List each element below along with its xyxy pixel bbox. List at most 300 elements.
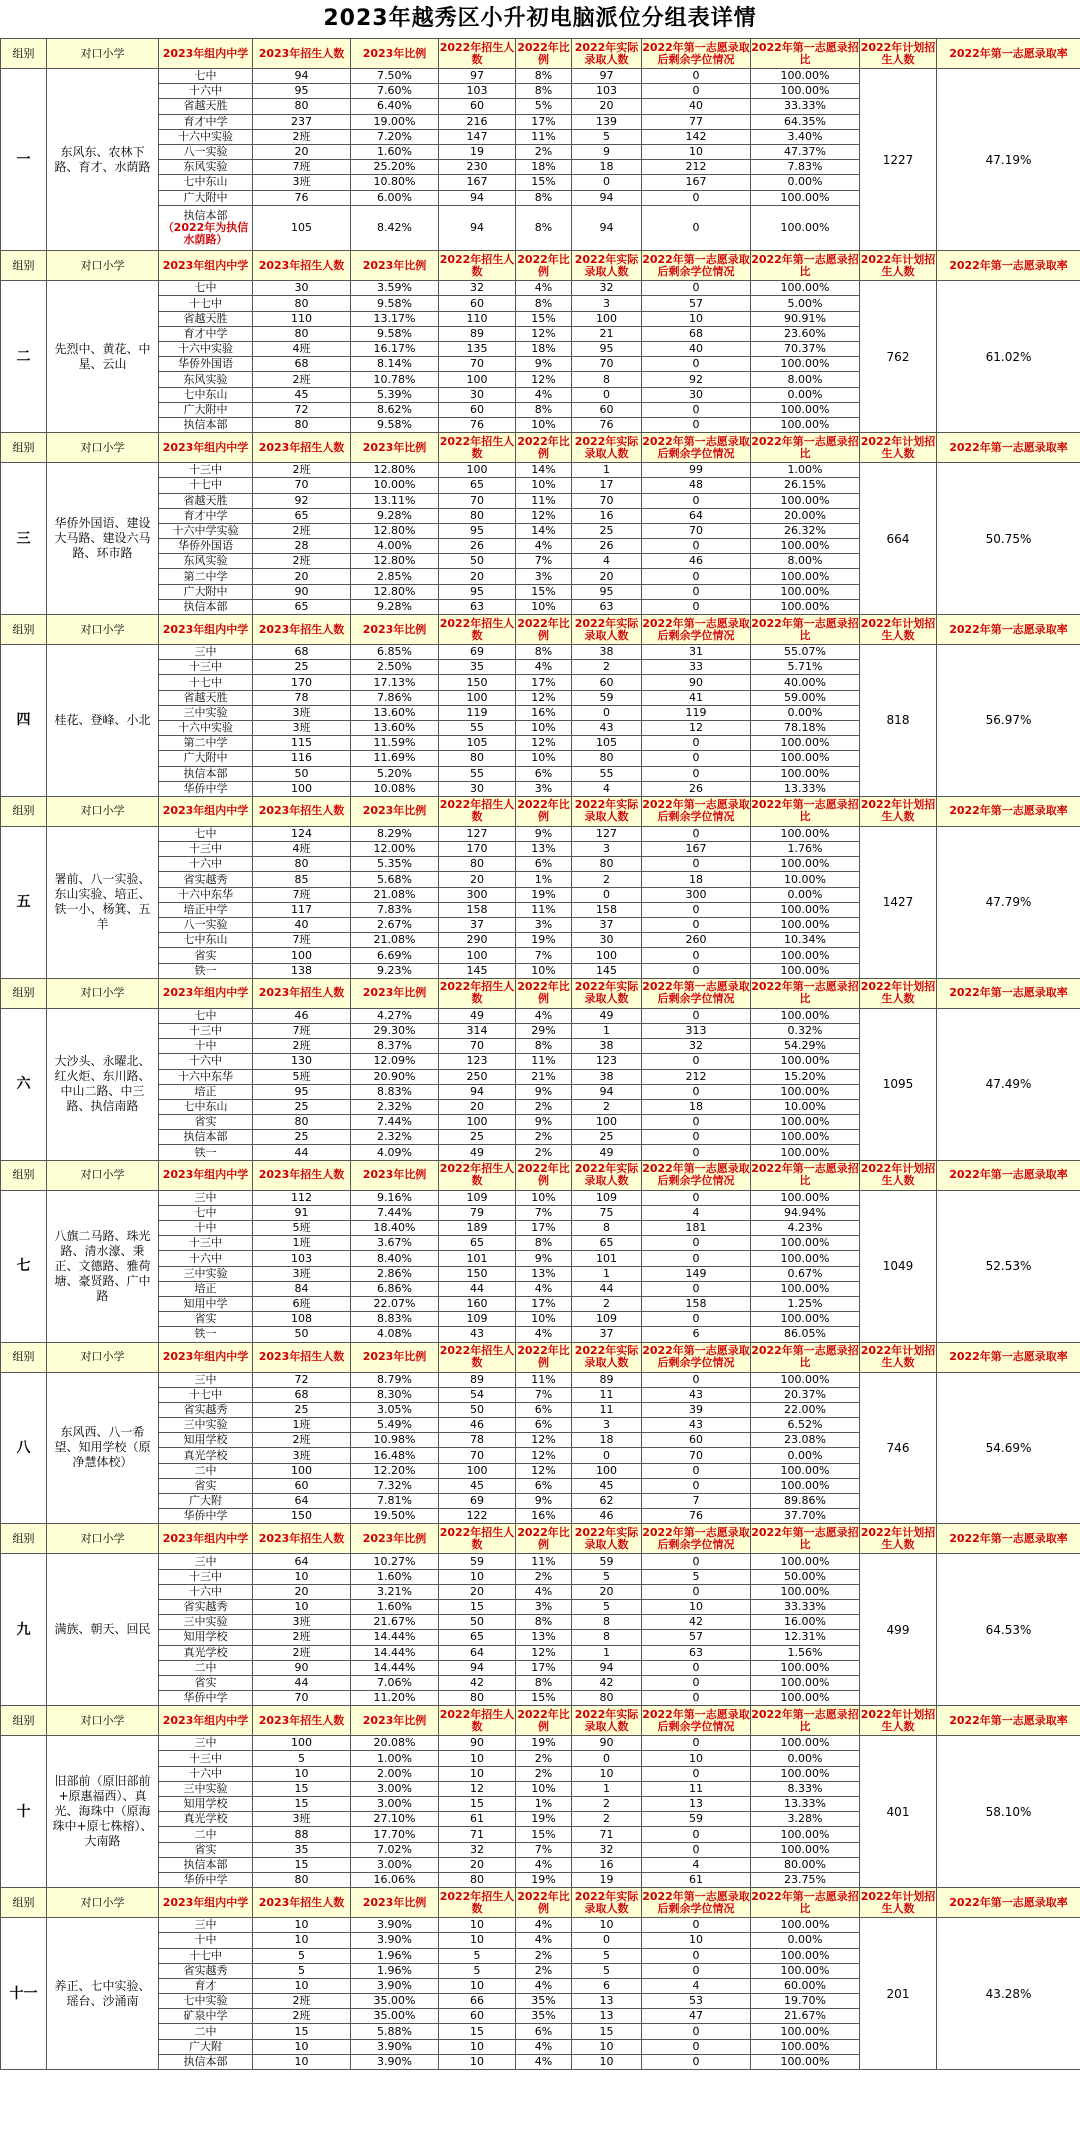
first-choice-ratio: 100.00% (751, 2024, 860, 2039)
col-ratio-2022: 2022年比例 (516, 1888, 572, 1918)
school-name: 十六中 (159, 1766, 253, 1781)
admitted-2022: 1 (572, 1645, 642, 1660)
school-name: 十三中 (159, 1751, 253, 1766)
quota-2022: 66 (439, 1994, 516, 2009)
quota-2023: 88 (253, 1827, 351, 1842)
admitted-2022: 75 (572, 1205, 642, 1220)
first-choice-ratio: 100.00% (751, 1312, 860, 1327)
school-name: 十中 (159, 1221, 253, 1236)
school-name: 三中实验 (159, 1615, 253, 1630)
ratio-2023: 4.27% (351, 1008, 439, 1023)
col-plan-2022: 2022年计划招生人数 (860, 978, 937, 1008)
ratio-2023: 8.83% (351, 1084, 439, 1099)
school-name: 七中 (159, 69, 253, 84)
quota-2023: 105 (253, 205, 351, 251)
remaining-2022: 0 (642, 205, 751, 251)
col-quota-2023: 2023年招生人数 (253, 796, 351, 826)
first-choice-ratio: 100.00% (751, 1584, 860, 1599)
table-row (1, 1918, 1080, 1933)
quota-2022: 44 (439, 1281, 516, 1296)
quota-2023: 25 (253, 1099, 351, 1114)
quota-2022: 61 (439, 1812, 516, 1827)
quota-2022: 314 (439, 1023, 516, 1038)
quota-2023: 3班 (253, 1266, 351, 1281)
quota-2023: 15 (253, 2024, 351, 2039)
ratio-2022: 3% (516, 1599, 572, 1614)
remaining-2022: 0 (642, 1584, 751, 1599)
quota-2023: 5 (253, 1963, 351, 1978)
quota-2023: 44 (253, 1145, 351, 1160)
col-first-choice-ratio: 2022年第一志愿录招比 (751, 1342, 860, 1372)
admitted-2022: 2 (572, 1812, 642, 1827)
quota-2023: 100 (253, 1463, 351, 1478)
remaining-2022: 10 (642, 311, 751, 326)
quota-2022: 65 (439, 1236, 516, 1251)
col-first-choice-rate: 2022年第一志愿录取率 (937, 1706, 1080, 1736)
quota-2022: 69 (439, 645, 516, 660)
admitted-2022: 94 (572, 1084, 642, 1099)
ratio-2023: 3.90% (351, 1918, 439, 1933)
col-school-2023: 2023年组内中学 (159, 1160, 253, 1190)
col-remaining-2022: 2022年第一志愿录取后剩余学位情况 (642, 796, 751, 826)
admitted-2022: 63 (572, 599, 642, 614)
quota-2022: 150 (439, 1266, 516, 1281)
quota-2022: 10 (439, 1933, 516, 1948)
first-choice-rate: 61.02% (937, 281, 1080, 433)
quota-2023: 5班 (253, 1221, 351, 1236)
admitted-2022: 44 (572, 1281, 642, 1296)
admitted-2022: 13 (572, 2009, 642, 2024)
col-ratio-2022: 2022年比例 (516, 433, 572, 463)
page-title: 2023年越秀区小升初电脑派位分组表详情 (323, 6, 757, 31)
col-quota-2022: 2022年招生人数 (439, 615, 516, 645)
first-choice-rate: 43.28% (937, 1918, 1080, 2070)
col-remaining-2022: 2022年第一志愿录取后剩余学位情况 (642, 251, 751, 281)
school-name: 铁一 (159, 1145, 253, 1160)
quota-2022: 94 (439, 190, 516, 205)
remaining-2022: 10 (642, 1751, 751, 1766)
ratio-2023: 7.06% (351, 1675, 439, 1690)
quota-2023: 115 (253, 736, 351, 751)
school-name: 铁一 (159, 1327, 253, 1342)
remaining-2022: 0 (642, 2039, 751, 2054)
first-choice-ratio: 54.29% (751, 1039, 860, 1054)
ratio-2023: 9.23% (351, 963, 439, 978)
col-remaining-2022: 2022年第一志愿录取后剩余学位情况 (642, 1160, 751, 1190)
ratio-2023: 13.11% (351, 493, 439, 508)
admitted-2022: 0 (572, 1448, 642, 1463)
quota-2023: 68 (253, 1387, 351, 1402)
plan-2022: 762 (860, 281, 937, 433)
remaining-2022: 0 (642, 1660, 751, 1675)
admitted-2022: 2 (572, 1099, 642, 1114)
ratio-2022: 8% (516, 1039, 572, 1054)
first-choice-ratio: 23.08% (751, 1433, 860, 1448)
remaining-2022: 0 (642, 1251, 751, 1266)
ratio-2022: 4% (516, 1584, 572, 1599)
remaining-2022: 76 (642, 1509, 751, 1524)
admitted-2022: 3 (572, 296, 642, 311)
col-primary-school: 对口小学 (47, 433, 159, 463)
quota-2023: 10 (253, 1599, 351, 1614)
admitted-2022: 10 (572, 1918, 642, 1933)
first-choice-ratio: 26.15% (751, 478, 860, 493)
table-row (1, 1190, 1080, 1205)
school-name: 三中 (159, 1736, 253, 1751)
school-name: 第二中学 (159, 569, 253, 584)
remaining-2022: 181 (642, 1221, 751, 1236)
admitted-2022: 3 (572, 1418, 642, 1433)
col-group: 组别 (1, 1524, 47, 1554)
remaining-2022: 57 (642, 1630, 751, 1645)
ratio-2022: 8% (516, 190, 572, 205)
ratio-2023: 7.32% (351, 1478, 439, 1493)
remaining-2022: 11 (642, 1781, 751, 1796)
admitted-2022: 15 (572, 2024, 642, 2039)
school-name: 十六中学实验 (159, 523, 253, 538)
first-choice-ratio: 100.00% (751, 1736, 860, 1751)
admitted-2022: 13 (572, 1994, 642, 2009)
remaining-2022: 0 (642, 1691, 751, 1706)
col-quota-2023: 2023年招生人数 (253, 1888, 351, 1918)
school-name: 执信本部 (159, 766, 253, 781)
primary-schools: 桂花、登峰、小北 (47, 645, 159, 797)
school-name: 广大附 (159, 1494, 253, 1509)
school-name: 七中东山 (159, 175, 253, 190)
school-name: 培正中学 (159, 902, 253, 917)
col-quota-2023: 2023年招生人数 (253, 1160, 351, 1190)
first-choice-ratio: 100.00% (751, 902, 860, 917)
first-choice-rate: 47.19% (937, 69, 1080, 251)
ratio-2022: 17% (516, 1296, 572, 1311)
first-choice-ratio: 100.00% (751, 1145, 860, 1160)
col-ratio-2023: 2023年比例 (351, 615, 439, 645)
col-plan-2022: 2022年计划招生人数 (860, 796, 937, 826)
admitted-2022: 37 (572, 918, 642, 933)
quota-2023: 2班 (253, 463, 351, 478)
first-choice-ratio: 0.32% (751, 1023, 860, 1038)
col-ratio-2022: 2022年比例 (516, 978, 572, 1008)
ratio-2023: 2.32% (351, 1130, 439, 1145)
table-row (1, 826, 1080, 841)
remaining-2022: 0 (642, 1236, 751, 1251)
first-choice-ratio: 100.00% (751, 1766, 860, 1781)
ratio-2023: 7.20% (351, 129, 439, 144)
quota-2023: 80 (253, 296, 351, 311)
primary-schools: 旧部前（原旧部前+原惠福西）、真光、海珠中（原海珠中+原七株榕）、大南路 (47, 1736, 159, 1888)
plan-2022: 1049 (860, 1190, 937, 1342)
school-name: 省越天胜 (159, 311, 253, 326)
ratio-2022: 7% (516, 948, 572, 963)
group-header-row (1, 796, 1080, 826)
quota-2023: 5班 (253, 1069, 351, 1084)
first-choice-ratio: 100.00% (751, 493, 860, 508)
first-choice-ratio: 20.00% (751, 508, 860, 523)
col-group: 组别 (1, 615, 47, 645)
col-plan-2022: 2022年计划招生人数 (860, 1160, 937, 1190)
ratio-2022: 2% (516, 1963, 572, 1978)
first-choice-ratio: 20.37% (751, 1387, 860, 1402)
group-number: 三 (1, 463, 47, 615)
admitted-2022: 16 (572, 508, 642, 523)
col-first-choice-ratio: 2022年第一志愿录招比 (751, 978, 860, 1008)
ratio-2022: 2% (516, 1569, 572, 1584)
ratio-2022: 6% (516, 1402, 572, 1417)
col-group: 组别 (1, 1342, 47, 1372)
admitted-2022: 5 (572, 1963, 642, 1978)
school-name: 执信本部 (159, 417, 253, 432)
remaining-2022: 0 (642, 1736, 751, 1751)
col-ratio-2023: 2023年比例 (351, 433, 439, 463)
first-choice-rate: 56.97% (937, 645, 1080, 797)
admitted-2022: 59 (572, 690, 642, 705)
admitted-2022: 0 (572, 1751, 642, 1766)
ratio-2022: 18% (516, 342, 572, 357)
remaining-2022: 0 (642, 281, 751, 296)
quota-2023: 100 (253, 1736, 351, 1751)
first-choice-rate: 52.53% (937, 1190, 1080, 1342)
first-choice-ratio: 0.00% (751, 175, 860, 190)
ratio-2022: 9% (516, 1084, 572, 1099)
first-choice-ratio: 100.00% (751, 826, 860, 841)
quota-2022: 15 (439, 2024, 516, 2039)
quota-2023: 5 (253, 1751, 351, 1766)
ratio-2022: 16% (516, 1509, 572, 1524)
ratio-2022: 11% (516, 1054, 572, 1069)
quota-2022: 158 (439, 902, 516, 917)
ratio-2023: 7.83% (351, 902, 439, 917)
remaining-2022: 32 (642, 1039, 751, 1054)
col-ratio-2023: 2023年比例 (351, 1524, 439, 1554)
quota-2022: 216 (439, 114, 516, 129)
quota-2022: 80 (439, 751, 516, 766)
remaining-2022: 0 (642, 857, 751, 872)
ratio-2023: 1.60% (351, 1569, 439, 1584)
ratio-2023: 12.80% (351, 523, 439, 538)
quota-2023: 3班 (253, 1615, 351, 1630)
quota-2023: 65 (253, 599, 351, 614)
ratio-2023: 14.44% (351, 1660, 439, 1675)
ratio-2022: 17% (516, 675, 572, 690)
first-choice-ratio: 8.00% (751, 554, 860, 569)
first-choice-ratio: 1.56% (751, 1645, 860, 1660)
remaining-2022: 0 (642, 493, 751, 508)
school-name: 华侨外国语 (159, 539, 253, 554)
first-choice-ratio: 100.00% (751, 736, 860, 751)
ratio-2022: 15% (516, 175, 572, 190)
first-choice-rate: 58.10% (937, 1736, 1080, 1888)
quota-2022: 70 (439, 357, 516, 372)
school-name: 广大附中 (159, 751, 253, 766)
first-choice-ratio: 33.33% (751, 99, 860, 114)
plan-2022: 1095 (860, 1008, 937, 1160)
school-name: 十七中 (159, 1948, 253, 1963)
remaining-2022: 0 (642, 1948, 751, 1963)
col-remaining-2022: 2022年第一志愿录取后剩余学位情况 (642, 39, 751, 69)
quota-2022: 10 (439, 1978, 516, 1993)
col-ratio-2023: 2023年比例 (351, 1888, 439, 1918)
admitted-2022: 17 (572, 478, 642, 493)
quota-2022: 80 (439, 857, 516, 872)
ratio-2023: 1.60% (351, 1599, 439, 1614)
remaining-2022: 61 (642, 1872, 751, 1887)
quota-2023: 50 (253, 766, 351, 781)
admitted-2022: 97 (572, 69, 642, 84)
quota-2023: 1班 (253, 1418, 351, 1433)
quota-2023: 10 (253, 1933, 351, 1948)
first-choice-ratio: 100.00% (751, 539, 860, 554)
first-choice-ratio: 100.00% (751, 2054, 860, 2069)
ratio-2022: 12% (516, 690, 572, 705)
first-choice-ratio: 26.32% (751, 523, 860, 538)
school-name: 七中东山 (159, 387, 253, 402)
col-admitted-2022: 2022年实际录取人数 (572, 796, 642, 826)
quota-2022: 145 (439, 963, 516, 978)
first-choice-ratio: 100.00% (751, 751, 860, 766)
ratio-2022: 4% (516, 1281, 572, 1296)
col-first-choice-ratio: 2022年第一志愿录招比 (751, 1888, 860, 1918)
quota-2022: 60 (439, 2009, 516, 2024)
admitted-2022: 1 (572, 1781, 642, 1796)
ratio-2023: 9.28% (351, 508, 439, 523)
ratio-2022: 13% (516, 842, 572, 857)
ratio-2022: 15% (516, 1827, 572, 1842)
col-first-choice-rate: 2022年第一志愿录取率 (937, 1524, 1080, 1554)
first-choice-ratio: 15.20% (751, 1069, 860, 1084)
ratio-2022: 10% (516, 1312, 572, 1327)
remaining-2022: 92 (642, 372, 751, 387)
table-row (1, 645, 1080, 660)
first-choice-ratio: 60.00% (751, 1978, 860, 1993)
col-ratio-2022: 2022年比例 (516, 1342, 572, 1372)
remaining-2022: 142 (642, 129, 751, 144)
quota-2023: 10 (253, 2039, 351, 2054)
school-name: 三中实验 (159, 705, 253, 720)
col-remaining-2022: 2022年第一志愿录取后剩余学位情况 (642, 615, 751, 645)
remaining-2022: 300 (642, 887, 751, 902)
ratio-2022: 11% (516, 1372, 572, 1387)
col-primary-school: 对口小学 (47, 1160, 159, 1190)
col-admitted-2022: 2022年实际录取人数 (572, 1160, 642, 1190)
school-name: 十七中 (159, 675, 253, 690)
ratio-2023: 16.17% (351, 342, 439, 357)
ratio-2023: 8.79% (351, 1372, 439, 1387)
first-choice-ratio: 100.00% (751, 281, 860, 296)
quota-2023: 85 (253, 872, 351, 887)
quota-2022: 32 (439, 1842, 516, 1857)
col-quota-2022: 2022年招生人数 (439, 978, 516, 1008)
ratio-2022: 8% (516, 1675, 572, 1690)
ratio-2022: 17% (516, 1660, 572, 1675)
quota-2022: 25 (439, 1130, 516, 1145)
quota-2022: 30 (439, 387, 516, 402)
quota-2022: 69 (439, 1494, 516, 1509)
ratio-2023: 25.20% (351, 160, 439, 175)
school-name: 省实 (159, 1675, 253, 1690)
admitted-2022: 4 (572, 554, 642, 569)
admitted-2022: 70 (572, 357, 642, 372)
quota-2023: 4班 (253, 842, 351, 857)
ratio-2022: 16% (516, 705, 572, 720)
admitted-2022: 43 (572, 720, 642, 735)
school-name: 十六中 (159, 1251, 253, 1266)
admitted-2022: 0 (572, 175, 642, 190)
col-quota-2022: 2022年招生人数 (439, 1706, 516, 1736)
remaining-2022: 0 (642, 539, 751, 554)
remaining-2022: 70 (642, 523, 751, 538)
quota-2022: 20 (439, 872, 516, 887)
school-name: 铁一 (159, 963, 253, 978)
col-group: 组别 (1, 1706, 47, 1736)
ratio-2023: 13.17% (351, 311, 439, 326)
quota-2022: 32 (439, 281, 516, 296)
ratio-2023: 8.83% (351, 1312, 439, 1327)
school-name: 广大附中 (159, 190, 253, 205)
ratio-2022: 10% (516, 751, 572, 766)
admitted-2022: 20 (572, 99, 642, 114)
admitted-2022: 10 (572, 2039, 642, 2054)
admitted-2022: 25 (572, 1130, 642, 1145)
ratio-2022: 15% (516, 1691, 572, 1706)
remaining-2022: 0 (642, 1842, 751, 1857)
ratio-2023: 7.44% (351, 1205, 439, 1220)
quota-2023: 124 (253, 826, 351, 841)
ratio-2022: 12% (516, 1645, 572, 1660)
quota-2023: 10 (253, 1569, 351, 1584)
school-name: 二中 (159, 1827, 253, 1842)
admitted-2022: 20 (572, 1584, 642, 1599)
ratio-2022: 2% (516, 1145, 572, 1160)
col-group: 组别 (1, 433, 47, 463)
school-name: 华侨中学 (159, 1872, 253, 1887)
ratio-2022: 19% (516, 1812, 572, 1827)
ratio-2022: 4% (516, 660, 572, 675)
quota-2023: 2班 (253, 372, 351, 387)
ratio-2023: 14.44% (351, 1630, 439, 1645)
school-name: 第二中学 (159, 736, 253, 751)
col-school-2023: 2023年组内中学 (159, 1342, 253, 1372)
school-name: 省实 (159, 1842, 253, 1857)
quota-2022: 100 (439, 1115, 516, 1130)
first-choice-ratio: 0.00% (751, 1448, 860, 1463)
first-choice-ratio: 0.00% (751, 705, 860, 720)
primary-schools: 华侨外国语、建设大马路、建设六马路、环市路 (47, 463, 159, 615)
school-name: 十六中实验 (159, 720, 253, 735)
quota-2023: 10 (253, 1766, 351, 1781)
col-admitted-2022: 2022年实际录取人数 (572, 615, 642, 645)
school-name: 三中 (159, 1918, 253, 1933)
admitted-2022: 20 (572, 569, 642, 584)
admitted-2022: 46 (572, 1509, 642, 1524)
quota-2023: 170 (253, 675, 351, 690)
first-choice-ratio: 100.00% (751, 1478, 860, 1493)
ratio-2023: 1.00% (351, 1751, 439, 1766)
col-first-choice-ratio: 2022年第一志愿录招比 (751, 251, 860, 281)
col-quota-2023: 2023年招生人数 (253, 251, 351, 281)
quota-2023: 40 (253, 918, 351, 933)
admitted-2022: 80 (572, 1691, 642, 1706)
ratio-2022: 4% (516, 1008, 572, 1023)
school-name: 广大附 (159, 2039, 253, 2054)
quota-2022: 5 (439, 1948, 516, 1963)
col-primary-school: 对口小学 (47, 39, 159, 69)
ratio-2023: 1.96% (351, 1948, 439, 1963)
quota-2023: 130 (253, 1054, 351, 1069)
ratio-2022: 6% (516, 2024, 572, 2039)
school-name: 省越天胜 (159, 99, 253, 114)
first-choice-ratio: 100.00% (751, 1463, 860, 1478)
remaining-2022: 313 (642, 1023, 751, 1038)
